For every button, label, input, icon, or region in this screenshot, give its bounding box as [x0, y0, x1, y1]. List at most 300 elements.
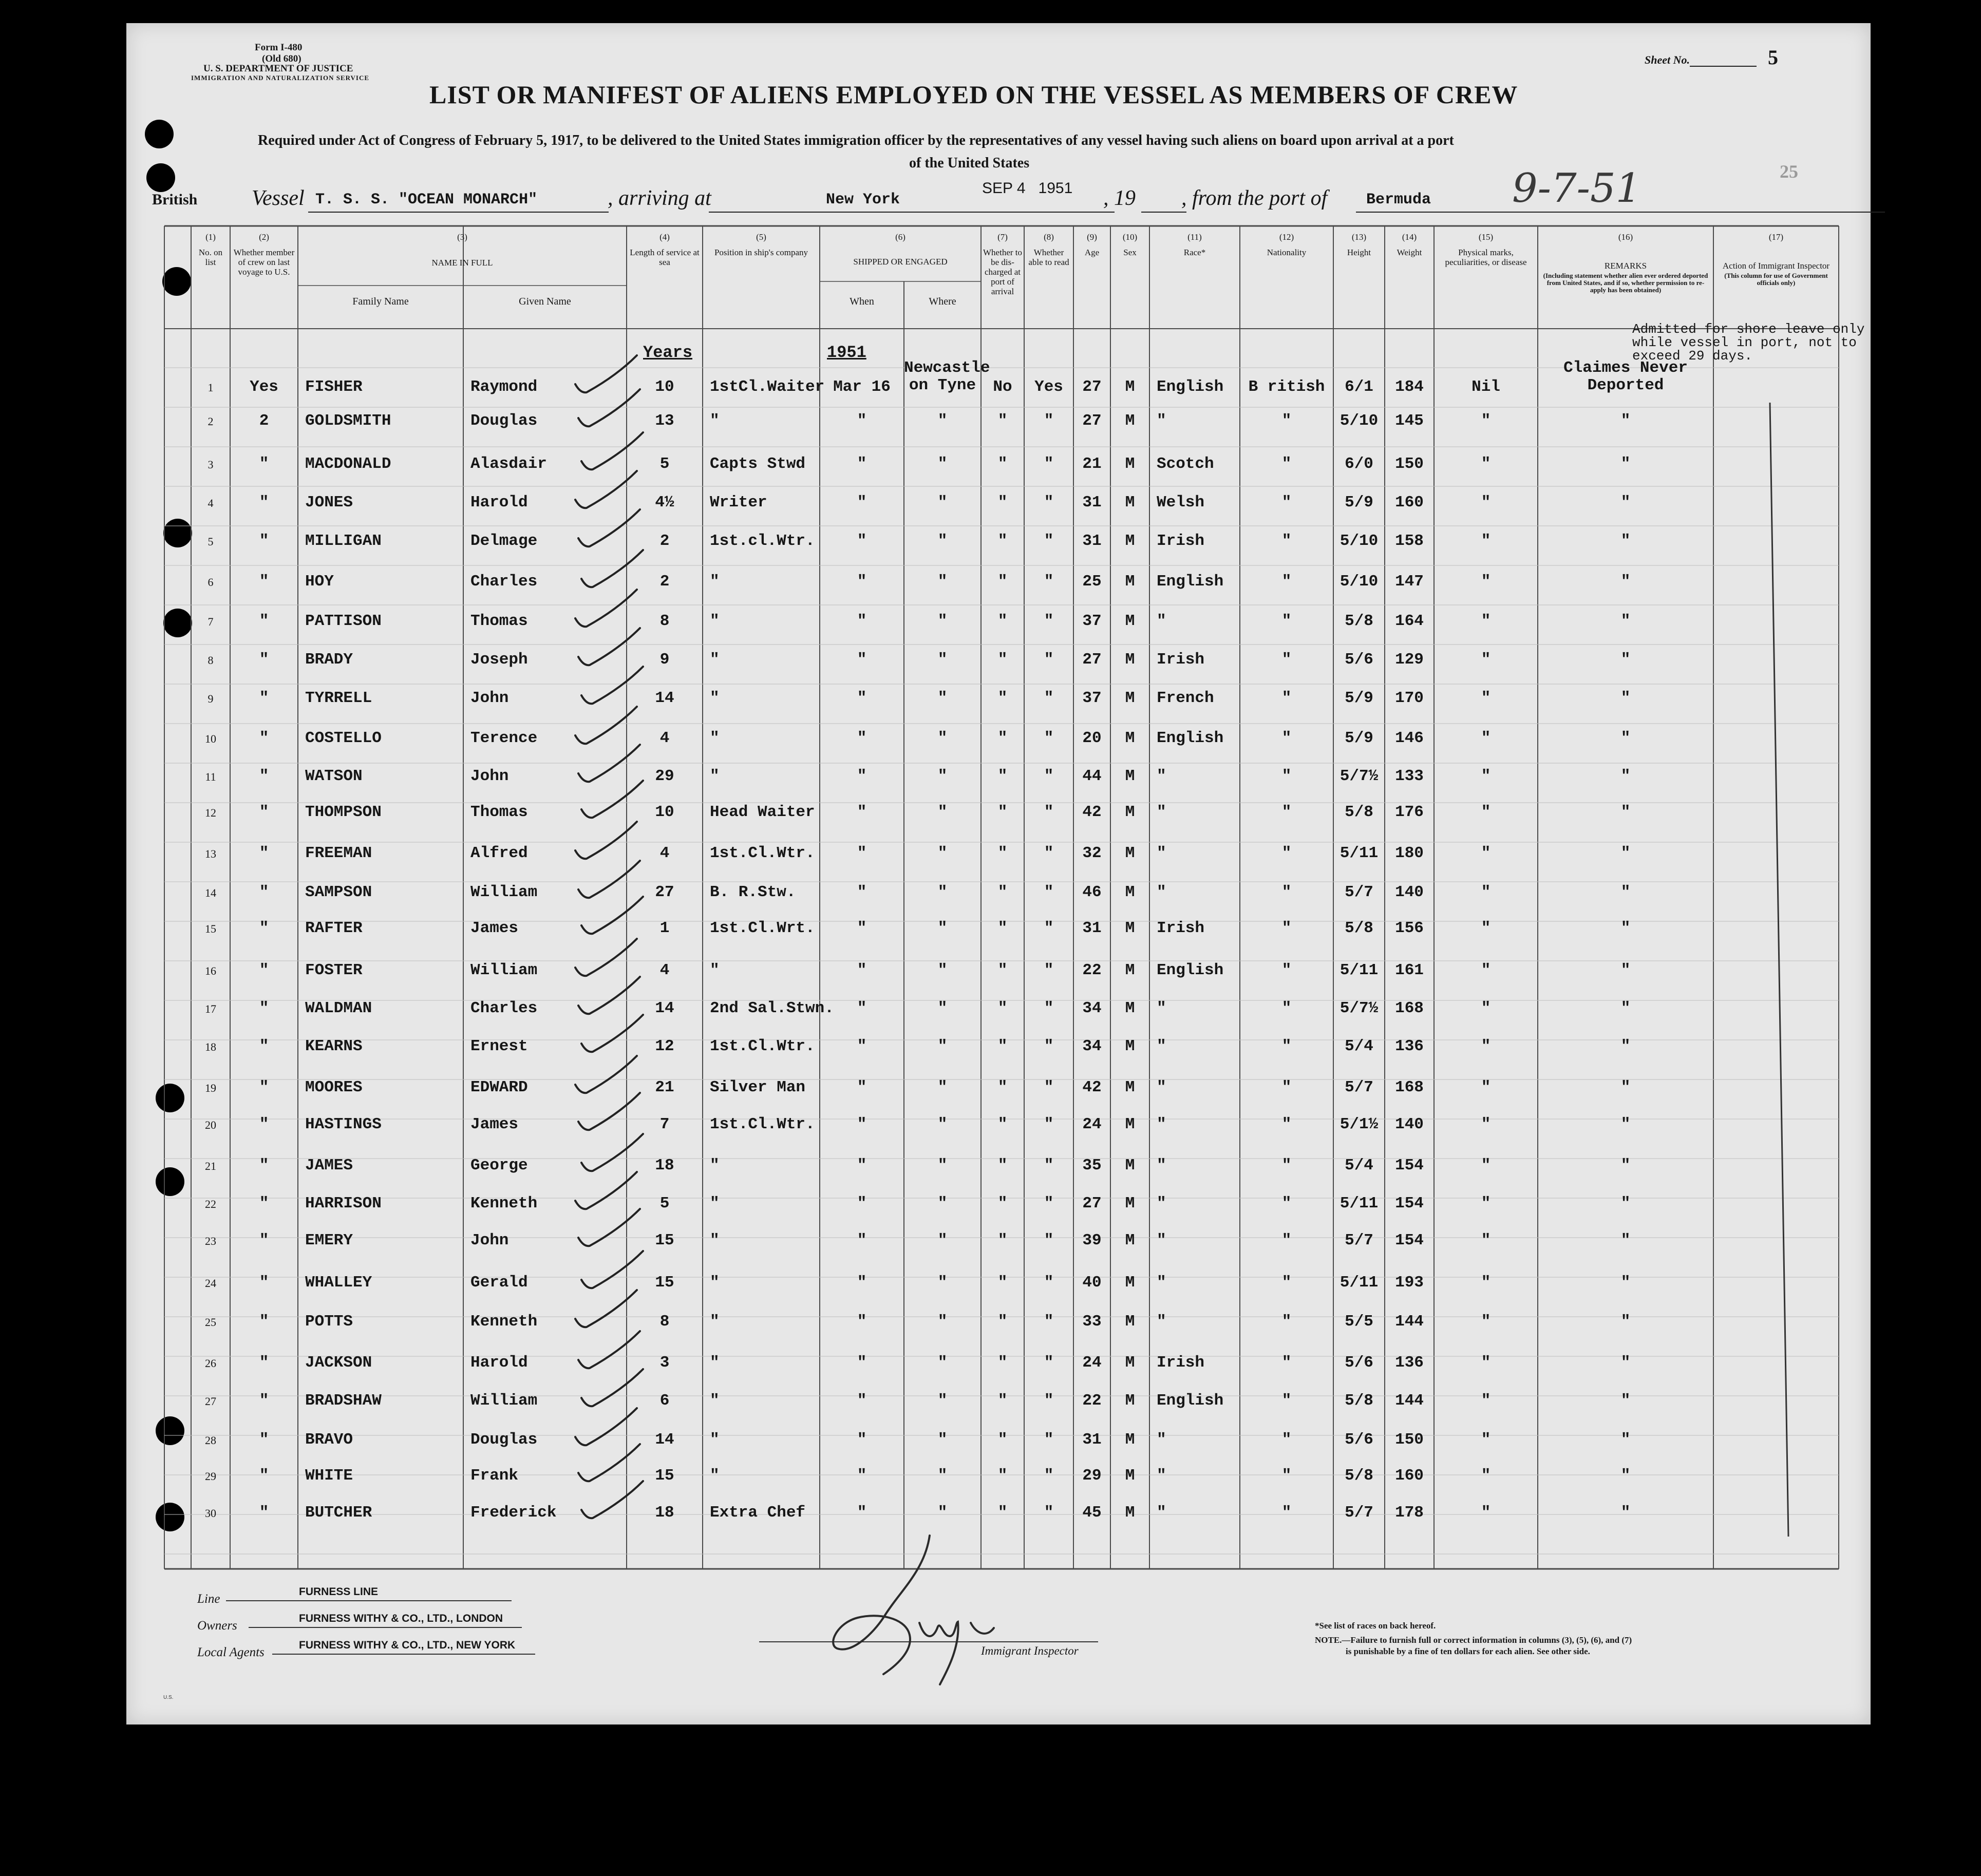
- cell-service: 12: [655, 1037, 674, 1055]
- cell-age: 27: [1082, 651, 1102, 669]
- cell-position: ": [710, 1467, 720, 1485]
- form-old: (Old 680): [262, 53, 301, 64]
- cell-crew: ": [259, 1274, 269, 1292]
- cell-where: ": [937, 1354, 948, 1372]
- cell-nationality: ": [1281, 1313, 1292, 1331]
- cell-family: TYRRELL: [305, 689, 372, 707]
- cell-crew: ": [259, 729, 269, 747]
- cell-height: 6/0: [1345, 455, 1373, 473]
- cell-height: 5/4: [1345, 1157, 1373, 1174]
- cell-height: 5/7½: [1339, 767, 1379, 785]
- cell-sex: M: [1125, 729, 1135, 747]
- cell-weight: 140: [1395, 1115, 1424, 1133]
- penalty-note-2: is punishable by a fine of ten dollars for each alien. See other side.: [1346, 1646, 1590, 1656]
- cell-where: ": [937, 729, 948, 747]
- cell-when: ": [857, 1115, 867, 1133]
- cell-service: 14: [655, 689, 674, 707]
- cell-discharged: ": [997, 1392, 1008, 1410]
- cell-age: 31: [1082, 532, 1102, 550]
- cell-marks: ": [1481, 412, 1491, 430]
- cell-weight: 168: [1395, 999, 1424, 1017]
- cell-marks: Nil: [1471, 378, 1500, 396]
- cell-position: Silver Man: [710, 1078, 806, 1096]
- cell-position: Head Waiter: [710, 803, 815, 821]
- cell-service: 10: [655, 378, 674, 396]
- cell-nationality: ": [1281, 494, 1292, 511]
- column-number: (11): [1187, 232, 1202, 242]
- cell-given: John: [470, 767, 509, 785]
- cell-given: Thomas: [470, 612, 528, 630]
- cell-no: 2: [207, 415, 214, 428]
- cell-race: English: [1157, 961, 1224, 979]
- cell-position: ": [710, 1392, 720, 1410]
- cell-sex: M: [1125, 999, 1135, 1017]
- cell-age: 25: [1082, 573, 1102, 591]
- cell-race: Irish: [1157, 651, 1205, 669]
- cell-when: ": [857, 412, 867, 430]
- cell-sex: M: [1125, 961, 1135, 979]
- column-sublabel: When: [850, 296, 874, 307]
- cell-where: ": [937, 767, 948, 785]
- cell-read: ": [1044, 1115, 1054, 1133]
- column-number: (10): [1122, 232, 1138, 242]
- cell-weight: 160: [1395, 494, 1424, 511]
- cell-height: 5/8: [1345, 1392, 1373, 1410]
- punch-hole: [146, 163, 175, 192]
- cell-no: 24: [205, 1277, 216, 1290]
- column-sublabel: Family Name: [352, 296, 409, 307]
- cell-crew: ": [259, 883, 269, 901]
- cell-no: 23: [205, 1235, 216, 1247]
- cell-weight: 136: [1395, 1037, 1424, 1055]
- cell-no: 1: [207, 381, 214, 394]
- cell-weight: 176: [1395, 803, 1424, 821]
- cell-age: 34: [1082, 999, 1102, 1017]
- cell-age: 24: [1082, 1115, 1102, 1133]
- cell-no: 10: [205, 732, 216, 745]
- cell-read: ": [1044, 612, 1054, 630]
- cell-discharged: ": [997, 844, 1008, 862]
- cell-weight: 154: [1395, 1231, 1424, 1249]
- cell-position: 2nd Sal.Stwn.: [710, 999, 834, 1017]
- punch-hole: [156, 1416, 184, 1445]
- cell-service: 21: [655, 1078, 674, 1096]
- cell-position: ": [710, 1195, 720, 1212]
- cell-discharged: ": [997, 455, 1008, 473]
- cell-read: ": [1044, 1313, 1054, 1331]
- column-number: (14): [1402, 232, 1417, 242]
- cell-discharged: No: [993, 378, 1012, 396]
- cell-position: ": [710, 651, 720, 669]
- form-id: Form I-480: [255, 42, 303, 53]
- cell-family: BRADY: [305, 651, 353, 669]
- cell-age: 35: [1082, 1157, 1102, 1174]
- cell-no: 17: [205, 1002, 216, 1015]
- cell-read: ": [1044, 412, 1054, 430]
- cell-crew: ": [259, 1195, 269, 1212]
- cell-race: ": [1157, 1195, 1166, 1212]
- cell-marks: ": [1481, 689, 1491, 707]
- cell-discharged: ": [997, 1354, 1008, 1372]
- cell-position: Extra Chef: [710, 1504, 806, 1522]
- cell-read: ": [1044, 919, 1054, 937]
- cell-nationality: ": [1281, 612, 1292, 630]
- cell-given: James: [470, 1115, 519, 1133]
- cell-read: ": [1044, 844, 1054, 862]
- cell-given: Harold: [470, 494, 528, 511]
- cell-race: ": [1157, 1274, 1166, 1292]
- cell-race: ": [1157, 767, 1166, 785]
- cell-weight: 144: [1395, 1313, 1424, 1331]
- cell-discharged: ": [997, 532, 1008, 550]
- cell-height: 5/8: [1345, 1467, 1373, 1485]
- cell-given: Thomas: [470, 803, 528, 821]
- cell-when: ": [857, 455, 867, 473]
- column-label: Whether member of crew on last voyage to U.S.: [233, 248, 295, 277]
- cell-weight: 180: [1395, 844, 1424, 862]
- cell-position: B. R.Stw.: [710, 883, 796, 901]
- cell-service: 3: [659, 1354, 670, 1372]
- cell-race: ": [1157, 1231, 1166, 1249]
- cell-where: ": [937, 844, 948, 862]
- cell-sex: M: [1125, 919, 1135, 937]
- cell-family: GOLDSMITH: [305, 412, 391, 430]
- cell-read: ": [1044, 803, 1054, 821]
- cell-nationality: ": [1281, 651, 1292, 669]
- cell-marks: ": [1481, 1157, 1491, 1174]
- cell-nationality: ": [1281, 1274, 1292, 1292]
- cell-sex: M: [1125, 803, 1135, 821]
- cell-nationality: ": [1281, 729, 1292, 747]
- cell-discharged: ": [997, 1157, 1008, 1174]
- cell-weight: 133: [1395, 767, 1424, 785]
- cell-discharged: ": [997, 1231, 1008, 1249]
- cell-given: Douglas: [470, 412, 538, 430]
- cell-race: ": [1157, 1467, 1166, 1485]
- cell-position: ": [710, 612, 720, 630]
- cell-nationality: ": [1281, 803, 1292, 821]
- cell-service: 10: [655, 803, 674, 821]
- cell-service: 9: [659, 651, 670, 669]
- cell-when: ": [857, 573, 867, 591]
- cell-nationality: ": [1281, 1231, 1292, 1249]
- shore-leave-note-2: while vessel in port, not to: [1632, 335, 1857, 350]
- cell-remarks: ": [1620, 1274, 1631, 1292]
- cell-read: ": [1044, 1231, 1054, 1249]
- cell-given: Alfred: [470, 844, 528, 862]
- cell-marks: ": [1481, 651, 1491, 669]
- cell-family: FREEMAN: [305, 844, 372, 862]
- column-sublabel: Given Name: [519, 296, 571, 307]
- cell-position: 1stCl.Waiter: [710, 378, 825, 396]
- cell-discharged: ": [997, 1037, 1008, 1055]
- cell-height: 5/9: [1345, 729, 1373, 747]
- cell-read: ": [1044, 689, 1054, 707]
- cell-height: 5/7: [1345, 1231, 1373, 1249]
- cell-sex: M: [1125, 1431, 1135, 1449]
- cell-sex: M: [1125, 455, 1135, 473]
- cell-height: 5/9: [1345, 689, 1373, 707]
- cell-where: ": [937, 1392, 948, 1410]
- cell-when: ": [857, 689, 867, 707]
- cell-where: ": [937, 1467, 948, 1485]
- cell-remarks: ": [1620, 651, 1631, 669]
- cell-sex: M: [1125, 651, 1135, 669]
- cell-age: 31: [1082, 919, 1102, 937]
- cell-remarks: ": [1620, 1313, 1631, 1331]
- cell-sex: M: [1125, 767, 1135, 785]
- cell-position: ": [710, 1157, 720, 1174]
- cell-marks: ": [1481, 1078, 1491, 1096]
- cell-no: 18: [205, 1040, 216, 1053]
- cell-sex: M: [1125, 1157, 1135, 1174]
- cell-read: ": [1044, 1467, 1054, 1485]
- cell-read: ": [1044, 494, 1054, 511]
- cell-age: 37: [1082, 689, 1102, 707]
- cell-crew: ": [259, 1504, 269, 1522]
- cell-when: ": [857, 1504, 867, 1522]
- cell-height: 5/5: [1345, 1313, 1373, 1331]
- cell-age: 42: [1082, 803, 1102, 821]
- cell-service: 4: [659, 729, 670, 747]
- cell-where: ": [937, 919, 948, 937]
- column-label: REMARKS: [1604, 261, 1647, 271]
- cell-service: 1: [659, 919, 670, 937]
- cell-given: Raymond: [470, 378, 538, 396]
- cell-where: ": [937, 1115, 948, 1133]
- cell-read: ": [1044, 1157, 1054, 1174]
- cell-position: ": [710, 1313, 720, 1331]
- cell-no: 5: [207, 535, 214, 548]
- cell-given: Harold: [470, 1354, 528, 1372]
- cell-position: 1st.cl.Wtr.: [710, 532, 815, 550]
- cell-race: Irish: [1157, 1354, 1205, 1372]
- cell-given: George: [470, 1157, 528, 1174]
- column-label: Nationality: [1267, 248, 1307, 257]
- cell-family: WATSON: [305, 767, 363, 785]
- cell-position: 1st.Cl.Wtr.: [710, 844, 815, 862]
- cell-age: 27: [1082, 412, 1102, 430]
- cell-when: ": [857, 494, 867, 511]
- cell-discharged: ": [997, 1274, 1008, 1292]
- cell-read: ": [1044, 1392, 1054, 1410]
- cell-height: 5/9: [1345, 494, 1373, 511]
- penalty-note-1: NOTE.—Failure to furnish full or correct information in columns (3), (5), (6), and (7): [1315, 1635, 1632, 1645]
- cell-discharged: ": [997, 689, 1008, 707]
- cell-race: English: [1157, 729, 1224, 747]
- cell-crew: ": [259, 494, 269, 511]
- cell-where: ": [937, 612, 948, 630]
- agents-label: Local Agents: [197, 1645, 265, 1659]
- cell-service: 6: [659, 1392, 670, 1410]
- cell-height: 5/11: [1339, 1195, 1379, 1212]
- cell-sex: M: [1125, 1392, 1135, 1410]
- cell-no: 21: [205, 1160, 216, 1172]
- cell-given: Ernest: [470, 1037, 528, 1055]
- cell-crew: Yes: [250, 378, 278, 396]
- cell-remarks: ": [1620, 1504, 1631, 1522]
- cell-race: Irish: [1157, 532, 1205, 550]
- cell-weight: 136: [1395, 1354, 1424, 1372]
- cell-marks: ": [1481, 767, 1491, 785]
- cell-sex: M: [1125, 573, 1135, 591]
- cell-given: Charles: [470, 999, 538, 1017]
- cell-remarks: ": [1620, 999, 1631, 1017]
- column-number: (17): [1768, 232, 1784, 242]
- cell-no: 13: [205, 847, 216, 860]
- inspector-signature: [817, 1530, 1032, 1700]
- cell-nationality: ": [1281, 844, 1292, 862]
- cell-family: BRADSHAW: [305, 1392, 382, 1410]
- cell-position: ": [710, 729, 720, 747]
- cell-weight: 184: [1395, 378, 1424, 396]
- cell-nationality: ": [1281, 1037, 1292, 1055]
- cell-when: ": [857, 1467, 867, 1485]
- cell-marks: ": [1481, 1392, 1491, 1410]
- cell-marks: ": [1481, 1467, 1491, 1485]
- cell-discharged: ": [997, 1115, 1008, 1133]
- cell-when: ": [857, 1392, 867, 1410]
- cell-race: ": [1157, 844, 1166, 862]
- cell-marks: ": [1481, 883, 1491, 901]
- cell-discharged: ": [997, 1078, 1008, 1096]
- cell-position: ": [710, 1431, 720, 1449]
- cell-service: 14: [655, 1431, 674, 1449]
- cell-read: ": [1044, 1504, 1054, 1522]
- column-label: Weight: [1397, 248, 1422, 257]
- cell-race: English: [1157, 378, 1224, 396]
- cell-sex: M: [1125, 844, 1135, 862]
- cell-age: 33: [1082, 1313, 1102, 1331]
- cell-age: 31: [1082, 1431, 1102, 1449]
- cell-given: Delmage: [470, 532, 538, 550]
- cell-remarks: ": [1620, 573, 1631, 591]
- cell-age: 22: [1082, 961, 1102, 979]
- owners-value: FURNESS WITHY & CO., LTD., LONDON: [299, 1613, 503, 1624]
- cell-discharged: ": [997, 999, 1008, 1017]
- cell-race: ": [1157, 1504, 1166, 1522]
- cell-weight: 150: [1395, 1431, 1424, 1449]
- cell-remarks: ": [1620, 1392, 1631, 1410]
- cell-race: ": [1157, 999, 1166, 1017]
- races-note: *See list of races on back hereof.: [1315, 1621, 1436, 1631]
- cell-race: Irish: [1157, 919, 1205, 937]
- cell-crew: ": [259, 919, 269, 937]
- cell-remarks: ": [1620, 729, 1631, 747]
- cell-position: Capts Stwd: [710, 455, 806, 473]
- cell-race: ": [1157, 1037, 1166, 1055]
- corner-number: 25: [1780, 161, 1798, 182]
- cell-no: 28: [205, 1434, 216, 1447]
- cell-height: 5/11: [1339, 1274, 1379, 1292]
- column-label: Race*: [1183, 248, 1206, 257]
- sheet-underline: [1690, 66, 1757, 67]
- cell-position: ": [710, 961, 720, 979]
- cell-race: English: [1157, 1392, 1224, 1410]
- cell-marks: ": [1481, 803, 1491, 821]
- column-label: Action of Immigrant Inspector: [1722, 261, 1830, 271]
- cell-service: 7: [659, 1115, 670, 1133]
- cell-marks: ": [1481, 999, 1491, 1017]
- cell-weight: 158: [1395, 532, 1424, 550]
- cell-where: ": [937, 1195, 948, 1212]
- cell-family: WHALLEY: [305, 1274, 372, 1292]
- cell-height: 5/8: [1345, 803, 1373, 821]
- cell-discharged: ": [997, 803, 1008, 821]
- cell-given: William: [470, 1392, 538, 1410]
- cell-nationality: ": [1281, 767, 1292, 785]
- cell-marks: ": [1481, 729, 1491, 747]
- cell-remarks: ": [1620, 1157, 1631, 1174]
- cell-weight: 156: [1395, 919, 1424, 937]
- cell-service: 13: [655, 412, 674, 430]
- cell-family: BUTCHER: [305, 1504, 372, 1522]
- departure-port: Bermuda: [1366, 191, 1431, 209]
- cell-height: 5/8: [1345, 919, 1373, 937]
- cell-crew: ": [259, 651, 269, 669]
- cell-where: ": [937, 999, 948, 1017]
- cell-remarks: ": [1620, 1195, 1631, 1212]
- cell-marks: ": [1481, 1231, 1491, 1249]
- cell-race: ": [1157, 1313, 1166, 1331]
- cell-given: Kenneth: [470, 1195, 538, 1212]
- cell-weight: 140: [1395, 883, 1424, 901]
- manifest-subtitle-1: Required under Act of Congress of February 5, 1917, to be delivered to the United States immigration officer by the representatives of any vessel having such aliens on board upon arrival at a port: [258, 132, 1454, 148]
- cell-service: 18: [655, 1504, 674, 1522]
- cell-family: KEARNS: [305, 1037, 363, 1055]
- cell-discharged: ": [997, 1504, 1008, 1522]
- cell-family: WHITE: [305, 1467, 353, 1485]
- punch-hole: [163, 519, 192, 547]
- cell-nationality: ": [1281, 689, 1292, 707]
- column-sublabel: Where: [929, 296, 956, 307]
- column-label: Whether able to read: [1028, 248, 1069, 267]
- cell-discharged: ": [997, 919, 1008, 937]
- cell-given: John: [470, 1231, 509, 1249]
- cell-marks: ": [1481, 961, 1491, 979]
- cell-position: ": [710, 767, 720, 785]
- cell-service: 14: [655, 999, 674, 1017]
- cell-crew: ": [259, 1037, 269, 1055]
- cell-when: ": [857, 1078, 867, 1096]
- cell-where: ": [937, 1231, 948, 1249]
- cell-weight: 145: [1395, 412, 1424, 430]
- cell-position: ": [710, 1354, 720, 1372]
- cell-age: 32: [1082, 844, 1102, 862]
- cell-age: 31: [1082, 494, 1102, 511]
- cell-sex: M: [1125, 1078, 1135, 1096]
- cell-remarks: ": [1620, 1231, 1631, 1249]
- cell-race: Welsh: [1157, 494, 1205, 511]
- arrival-port: New York: [826, 191, 900, 209]
- cell-given: Charles: [470, 573, 538, 591]
- cell-family: FISHER: [305, 378, 363, 396]
- cell-remarks: ": [1620, 1467, 1631, 1485]
- cell-when: ": [857, 532, 867, 550]
- column-number: (4): [659, 232, 670, 242]
- cell-race: English: [1157, 573, 1224, 591]
- cell-when: ": [857, 999, 867, 1017]
- cell-no: 4: [207, 497, 214, 509]
- cell-nationality: ": [1281, 412, 1292, 430]
- cell-nationality: B ritish: [1248, 378, 1325, 396]
- cell-no: 9: [207, 692, 214, 705]
- cell-weight: 193: [1395, 1274, 1424, 1292]
- cell-no: 19: [205, 1082, 216, 1094]
- column-number: (13): [1351, 232, 1367, 242]
- cell-height: 5/6: [1345, 651, 1373, 669]
- cell-height: 6/1: [1345, 378, 1373, 396]
